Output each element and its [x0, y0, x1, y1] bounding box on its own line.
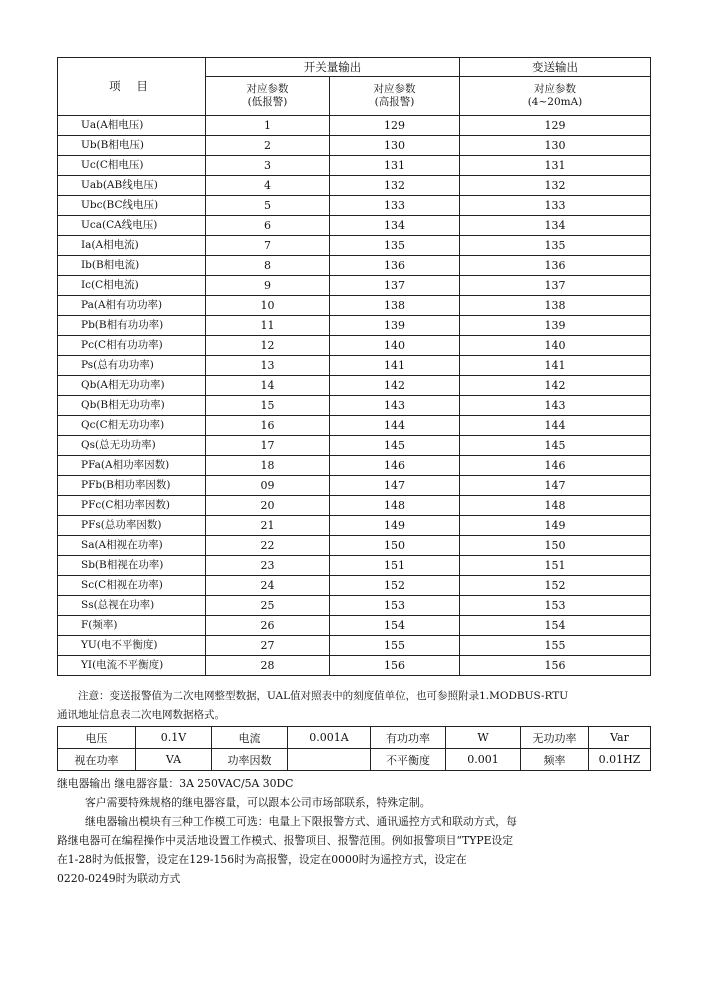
header-high-alarm — [330, 77, 460, 116]
row-low-alarm: 14 — [206, 376, 330, 396]
relay-line-5: 在1-28时为低报警，设定在129-156时为高报警，设定在0000时为遥控方式，设定在 — [57, 853, 467, 866]
row-item: Qs(总无功功率) — [58, 436, 206, 456]
table-row — [58, 636, 651, 656]
row-transmit: 156 — [460, 656, 651, 676]
header-trans-line2: (4~20mA) — [527, 96, 583, 108]
row-transmit: 143 — [460, 396, 651, 416]
row-low-alarm: 18 — [206, 456, 330, 476]
row-high-alarm: 141 — [330, 356, 460, 376]
table-row — [58, 236, 651, 256]
note-line-2: 通讯地址信息表二次电网数据格式。 — [57, 709, 225, 721]
row-low-alarm: 5 — [206, 196, 330, 216]
table-row — [58, 336, 651, 356]
row-high-alarm: 135 — [330, 236, 460, 256]
row-high-alarm: 151 — [330, 556, 460, 576]
table-row — [58, 436, 651, 456]
table-row — [58, 196, 651, 216]
row-transmit: 130 — [460, 136, 651, 156]
row-item: Sb(B相视在功率) — [58, 556, 206, 576]
row-high-alarm: 154 — [330, 616, 460, 636]
row-item: Pa(A相有功功率) — [58, 296, 206, 316]
header-transmit-output: 变送输出 — [460, 58, 651, 77]
table-row — [58, 356, 651, 376]
unit-cell: 电流 — [212, 727, 288, 749]
unit-cell: Var — [589, 727, 651, 749]
row-transmit: 131 — [460, 156, 651, 176]
row-item: Qc(C相无功功率) — [58, 416, 206, 436]
row-transmit: 149 — [460, 516, 651, 536]
row-low-alarm: 26 — [206, 616, 330, 636]
row-transmit: 142 — [460, 376, 651, 396]
row-transmit: 146 — [460, 456, 651, 476]
unit-row-2 — [58, 749, 651, 771]
unit-cell — [288, 749, 371, 771]
row-item: PFs(总功率因数) — [58, 516, 206, 536]
unit-cell: 0.001A — [288, 727, 371, 749]
relay-line-4: 路继电器可在编程操作中灵活地设置工作模式、报警项目、报警范围。例如报警项目“TYPE设定 — [57, 834, 514, 847]
row-high-alarm: 147 — [330, 476, 460, 496]
row-item: Ia(A相电流) — [58, 236, 206, 256]
row-high-alarm: 131 — [330, 156, 460, 176]
row-high-alarm: 143 — [330, 396, 460, 416]
relay-line-1: 继电器输出 继电器容量：3A 250VAC/5A 30DC — [57, 777, 294, 790]
row-item: Ubc(BC线电压) — [58, 196, 206, 216]
table-row — [58, 136, 651, 156]
parameter-mapping-table — [57, 57, 651, 676]
unit-cell: 0.01HZ — [589, 749, 651, 771]
row-item: Ic(C相电流) — [58, 276, 206, 296]
row-item: Sc(C相视在功率) — [58, 576, 206, 596]
unit-row-1 — [58, 727, 651, 749]
row-item: Qb(B相无功功率) — [58, 396, 206, 416]
table-row — [58, 616, 651, 636]
row-transmit: 147 — [460, 476, 651, 496]
note-line-1: 注意：变送报警值为二次电网整型数据，UAL值对照表中的刻度值单位，也可参照附录1.MODBUS-RTU — [78, 690, 569, 702]
table-row — [58, 596, 651, 616]
row-low-alarm: 28 — [206, 656, 330, 676]
row-low-alarm: 17 — [206, 436, 330, 456]
table-row — [58, 416, 651, 436]
row-high-alarm: 153 — [330, 596, 460, 616]
row-low-alarm: 15 — [206, 396, 330, 416]
row-high-alarm: 145 — [330, 436, 460, 456]
relay-description — [57, 774, 657, 888]
row-low-alarm: 2 — [206, 136, 330, 156]
header-high-line1: 对应参数 — [373, 83, 416, 95]
table-row — [58, 216, 651, 236]
row-high-alarm: 140 — [330, 336, 460, 356]
row-high-alarm: 134 — [330, 216, 460, 236]
table-row — [58, 316, 651, 336]
table-row — [58, 476, 651, 496]
row-transmit: 154 — [460, 616, 651, 636]
row-transmit: 137 — [460, 276, 651, 296]
row-high-alarm: 132 — [330, 176, 460, 196]
relay-line-2: 客户需要特殊规格的继电器容量，可以跟本公司市场部联系，特殊定制。 — [85, 796, 431, 809]
row-transmit: 153 — [460, 596, 651, 616]
table-row — [58, 276, 651, 296]
header-high-line2: (高报警) — [374, 96, 415, 108]
table-row — [58, 456, 651, 476]
table-row — [58, 156, 651, 176]
row-low-alarm: 13 — [206, 356, 330, 376]
unit-cell: 0.001 — [446, 749, 521, 771]
unit-cell: 功率因数 — [212, 749, 288, 771]
table-row — [58, 556, 651, 576]
row-high-alarm: 149 — [330, 516, 460, 536]
row-transmit: 134 — [460, 216, 651, 236]
row-item: PFa(A相功率因数) — [58, 456, 206, 476]
row-low-alarm: 4 — [206, 176, 330, 196]
row-high-alarm: 129 — [330, 116, 460, 136]
row-transmit: 141 — [460, 356, 651, 376]
row-transmit: 136 — [460, 256, 651, 276]
header-low-line2: (低报警) — [247, 96, 288, 108]
row-transmit: 151 — [460, 556, 651, 576]
row-item: YU(电不平衡度) — [58, 636, 206, 656]
row-high-alarm: 136 — [330, 256, 460, 276]
row-low-alarm: 09 — [206, 476, 330, 496]
row-transmit: 135 — [460, 236, 651, 256]
row-item: Uca(CA线电压) — [58, 216, 206, 236]
row-transmit: 133 — [460, 196, 651, 216]
unit-cell: 电压 — [58, 727, 136, 749]
row-high-alarm: 130 — [330, 136, 460, 156]
row-low-alarm: 22 — [206, 536, 330, 556]
row-high-alarm: 146 — [330, 456, 460, 476]
header-switch-output: 开关量输出 — [206, 58, 460, 77]
row-high-alarm: 138 — [330, 296, 460, 316]
row-high-alarm: 137 — [330, 276, 460, 296]
row-high-alarm: 142 — [330, 376, 460, 396]
row-transmit: 139 — [460, 316, 651, 336]
table-row — [58, 496, 651, 516]
row-low-alarm: 27 — [206, 636, 330, 656]
row-low-alarm: 20 — [206, 496, 330, 516]
row-transmit: 140 — [460, 336, 651, 356]
row-high-alarm: 152 — [330, 576, 460, 596]
note-paragraph — [57, 687, 657, 725]
row-low-alarm: 8 — [206, 256, 330, 276]
row-transmit: 138 — [460, 296, 651, 316]
unit-cell: 有功功率 — [371, 727, 446, 749]
row-item: Pc(C相有功功率) — [58, 336, 206, 356]
row-item: YI(电流不平衡度) — [58, 656, 206, 676]
unit-cell: 0.1V — [136, 727, 212, 749]
row-item: Sa(A相视在功率) — [58, 536, 206, 556]
row-high-alarm: 133 — [330, 196, 460, 216]
table-row — [58, 176, 651, 196]
row-high-alarm: 155 — [330, 636, 460, 656]
header-low-alarm — [206, 77, 330, 116]
header-trans-line1: 对应参数 — [534, 83, 576, 95]
row-item: F(频率) — [58, 616, 206, 636]
row-transmit: 129 — [460, 116, 651, 136]
header-low-line1: 对应参数 — [246, 83, 289, 95]
row-transmit: 148 — [460, 496, 651, 516]
row-transmit: 144 — [460, 416, 651, 436]
row-low-alarm: 9 — [206, 276, 330, 296]
unit-cell: W — [446, 727, 521, 749]
row-transmit: 145 — [460, 436, 651, 456]
row-transmit: 155 — [460, 636, 651, 656]
row-low-alarm: 6 — [206, 216, 330, 236]
row-high-alarm: 156 — [330, 656, 460, 676]
row-item: Uab(AB线电压) — [58, 176, 206, 196]
unit-resolution-table — [57, 726, 651, 771]
row-low-alarm: 24 — [206, 576, 330, 596]
row-item: Qb(A相无功功率) — [58, 376, 206, 396]
row-item: Ps(总有功功率) — [58, 356, 206, 376]
table-row — [58, 536, 651, 556]
unit-cell: 频率 — [521, 749, 589, 771]
row-low-alarm: 16 — [206, 416, 330, 436]
table-row — [58, 296, 651, 316]
row-low-alarm: 1 — [206, 116, 330, 136]
table-row — [58, 396, 651, 416]
unit-cell: 不平衡度 — [371, 749, 446, 771]
row-transmit: 152 — [460, 576, 651, 596]
row-item: PFb(B相功率因数) — [58, 476, 206, 496]
row-transmit: 150 — [460, 536, 651, 556]
row-low-alarm: 3 — [206, 156, 330, 176]
row-transmit: 132 — [460, 176, 651, 196]
table-row — [58, 576, 651, 596]
row-low-alarm: 7 — [206, 236, 330, 256]
row-low-alarm: 12 — [206, 336, 330, 356]
row-item: Ub(B相电压) — [58, 136, 206, 156]
row-low-alarm: 21 — [206, 516, 330, 536]
unit-cell: 无功功率 — [521, 727, 589, 749]
row-low-alarm: 11 — [206, 316, 330, 336]
row-item: Pb(B相有功功率) — [58, 316, 206, 336]
row-high-alarm: 144 — [330, 416, 460, 436]
row-item: Ua(A相电压) — [58, 116, 206, 136]
row-low-alarm: 25 — [206, 596, 330, 616]
row-item: Uc(C相电压) — [58, 156, 206, 176]
header-transmit — [460, 77, 651, 116]
table-row — [58, 116, 651, 136]
header-item: 项 目 — [58, 58, 206, 116]
relay-line-6: 0220-0249时为联动方式 — [57, 872, 181, 885]
row-low-alarm: 23 — [206, 556, 330, 576]
table-row — [58, 516, 651, 536]
unit-cell: VA — [136, 749, 212, 771]
row-high-alarm: 139 — [330, 316, 460, 336]
row-item: Ss(总视在功率) — [58, 596, 206, 616]
row-item: Ib(B相电流) — [58, 256, 206, 276]
row-high-alarm: 148 — [330, 496, 460, 516]
row-item: PFc(C相功率因数) — [58, 496, 206, 516]
table-row — [58, 656, 651, 676]
row-high-alarm: 150 — [330, 536, 460, 556]
table-row — [58, 256, 651, 276]
table-row — [58, 376, 651, 396]
unit-cell: 视在功率 — [58, 749, 136, 771]
relay-line-3: 继电器输出模块有三种工作模工可选：电量上下限报警方式、通讯遥控方式和联动方式，每 — [85, 815, 517, 828]
row-low-alarm: 10 — [206, 296, 330, 316]
